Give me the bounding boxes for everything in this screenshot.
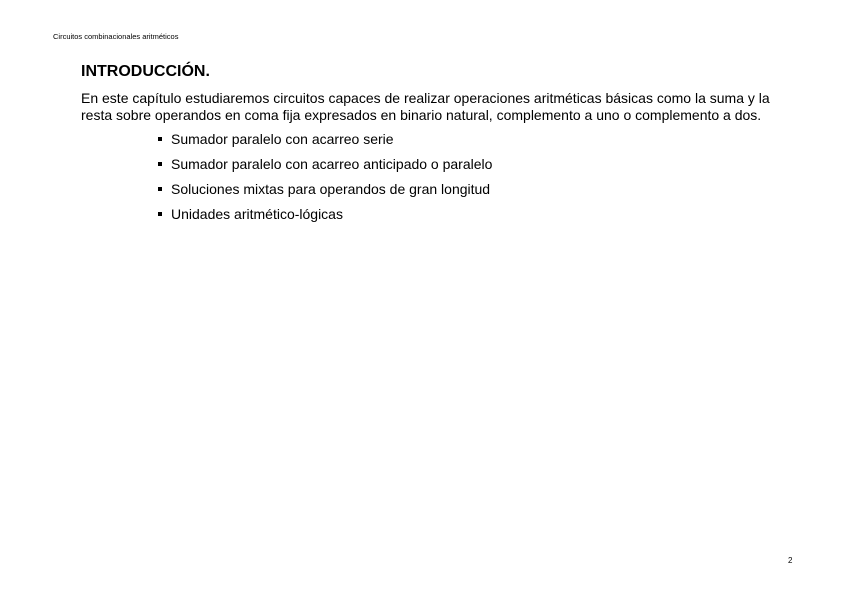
section-title: INTRODUCCIÓN.	[81, 63, 210, 80]
list-item	[157, 206, 492, 223]
intro-paragraph: En este capítulo estudiaremos circuitos capaces de realizar operaciones aritméticas básicas como la suma y la resta sobre operandos en coma fija expresados en binario natural, complemento a uno o complemento a dos.	[81, 90, 770, 123]
square-bullet-icon	[158, 137, 162, 141]
list-item-text: Sumador paralelo con acarreo serie	[171, 131, 394, 147]
list-item	[157, 131, 492, 148]
topic-list	[157, 131, 492, 231]
list-item-text: Unidades aritmético-lógicas	[171, 206, 343, 222]
list-item-text: Sumador paralelo con acarreo anticipado o paralelo	[171, 156, 493, 172]
list-item-text: Soluciones mixtas para operandos de gran longitud	[171, 181, 491, 197]
page-number: 2	[788, 556, 793, 565]
list-item	[157, 156, 492, 173]
square-bullet-icon	[158, 187, 162, 191]
running-header: Circuitos combinacionales aritméticos	[53, 32, 179, 41]
square-bullet-icon	[158, 212, 162, 216]
square-bullet-icon	[158, 162, 162, 166]
list-item	[157, 181, 492, 198]
